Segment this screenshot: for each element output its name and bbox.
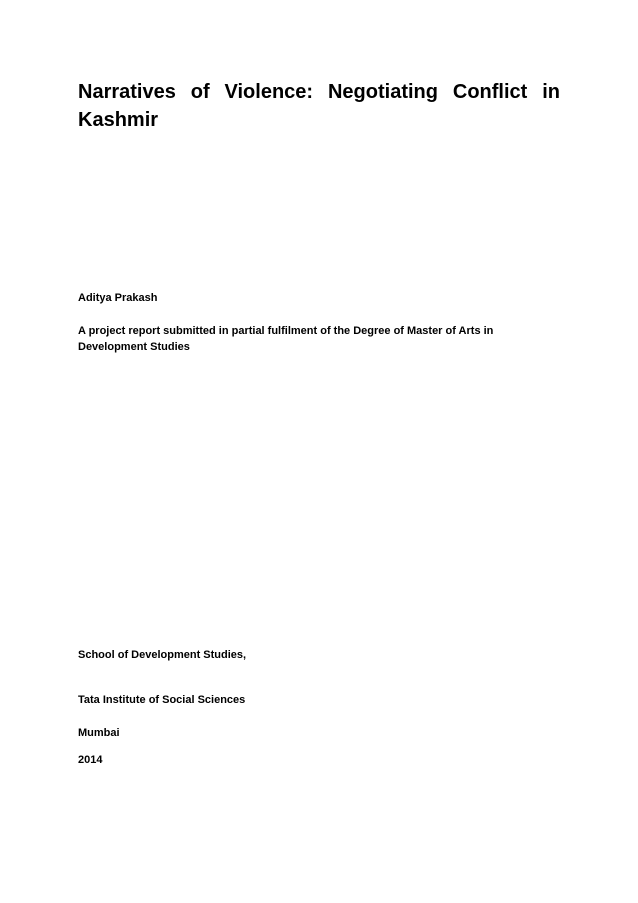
institute-name: Tata Institute of Social Sciences	[78, 694, 246, 706]
publication-year: 2014	[78, 754, 103, 766]
report-description: A project report submitted in partial fulfilment of the Degree of Master of Arts in Development Studies	[78, 325, 494, 353]
document-title: Narratives of Violence: Negotiating Conflict in Kashmir	[78, 81, 560, 131]
author-name: Aditya Prakash	[78, 292, 158, 304]
school-name: School of Development Studies,	[78, 649, 247, 661]
city-name: Mumbai	[78, 727, 120, 739]
